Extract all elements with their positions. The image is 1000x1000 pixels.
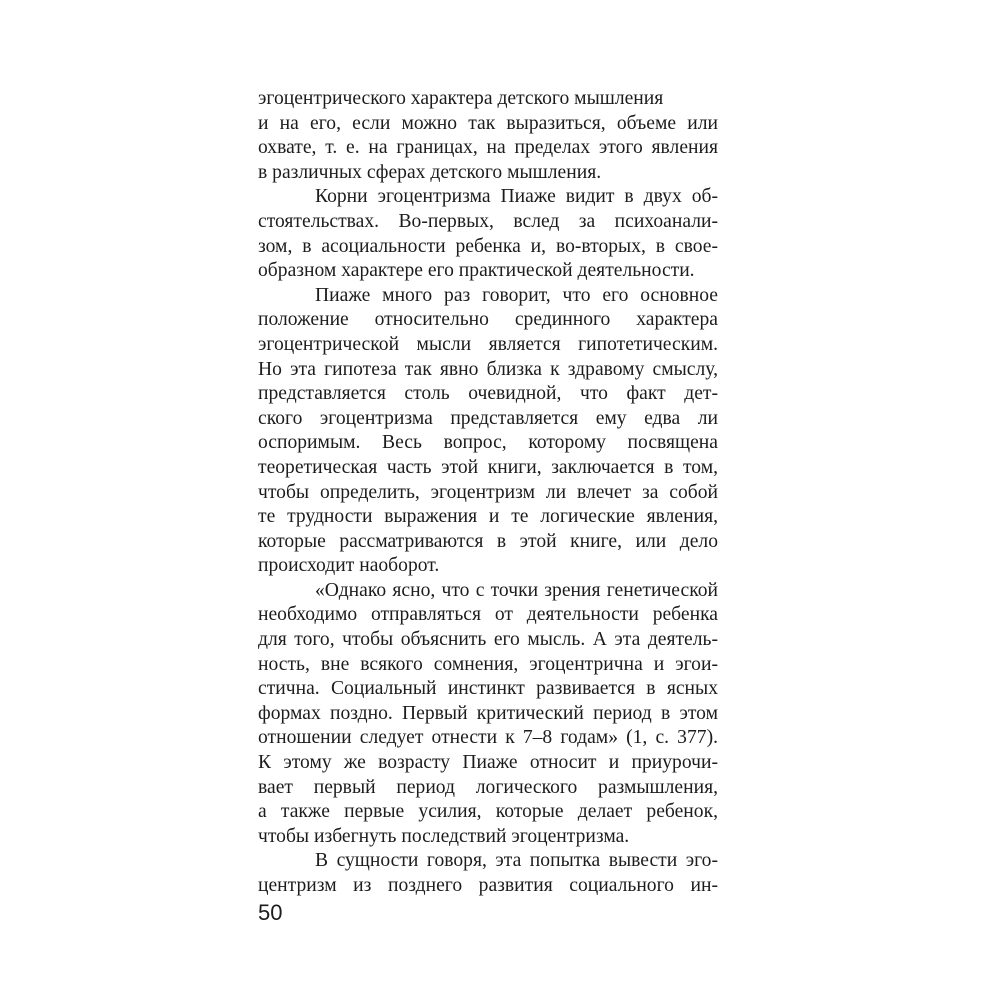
paragraph-start-line: Пиаже много раз говорит, что его основное [315, 284, 718, 306]
text-line: К этому же возрасту Пиаже относит и приурочи- [258, 752, 718, 774]
text-line: Но эта гипотеза так явно близка к здравому смыслу, [258, 358, 718, 380]
body-text [258, 87, 718, 899]
text-line: чтобы избегнуть последствий эгоцентризма. [258, 825, 630, 847]
text-line: центризм из позднего развития социального ин- [258, 875, 718, 896]
text-line: для того, чтобы объяснить его мысль. А эта деятель- [258, 629, 718, 651]
text-line: чтобы определить, эгоцентризм ли влечет за собой [258, 481, 718, 503]
text-line: стична. Социальный инстинкт развивается в ясных [258, 678, 718, 700]
text-line: необходимо отправляться от деятельности ребенка [258, 604, 718, 626]
text-line: происходит наоборот. [258, 555, 440, 577]
text-line: оспоримым. Весь вопрос, которому посвящена [258, 432, 718, 454]
paragraph-start-line: «Однако ясно, что с точки зрения генетической [315, 579, 718, 601]
page-number: 50 [258, 900, 283, 925]
text-line: ность, вне всякого сомнения, эгоцентрична и эгои- [258, 653, 718, 675]
text-line: а также первые усилия, которые делает ребенок, [258, 801, 718, 823]
text-line: положение относительно срединного характера [258, 309, 718, 331]
text-line: эгоцентрической мысли является гипотетическим. [258, 333, 718, 355]
text-line: которые рассматриваются в этой книге, или дело [258, 530, 718, 552]
text-line: эгоцентрического характера детского мышления [258, 88, 664, 109]
text-line: представляется столь очевидной, что факт дет- [258, 383, 718, 405]
text-line: стоятельствах. Во-первых, вслед за психоанали- [258, 210, 718, 232]
text-line: теоретическая часть этой книги, заключается в том, [258, 456, 718, 478]
text-line: зом, в асоциальности ребенка и, во-вторых, в свое- [258, 235, 718, 257]
text-line: ского эгоцентризма представляется ему едва ли [258, 407, 718, 429]
text-line: образном характере его практической деятельности. [258, 260, 695, 282]
text-line: в различных сферах детского мышления. [258, 161, 602, 183]
paragraph-start-line: В сущности говоря, эта попытка вывести эго- [315, 850, 718, 872]
text-line: отношении следует отнести к 7–8 годам» (1, с. 377). [258, 727, 718, 749]
text-line: те трудности выражения и те логические явления, [258, 506, 718, 528]
text-line: охвате, т. е. на границах, на пределах этого явления [258, 137, 718, 159]
text-line: формах поздно. Первый критический период в этом [258, 702, 718, 724]
text-line: вает первый период логического размышления, [258, 776, 718, 798]
text-line: и на его, если можно так выразиться, объеме или [258, 112, 718, 134]
paragraph-start-line: Корни эгоцентризма Пиаже видит в двух об- [315, 186, 718, 208]
